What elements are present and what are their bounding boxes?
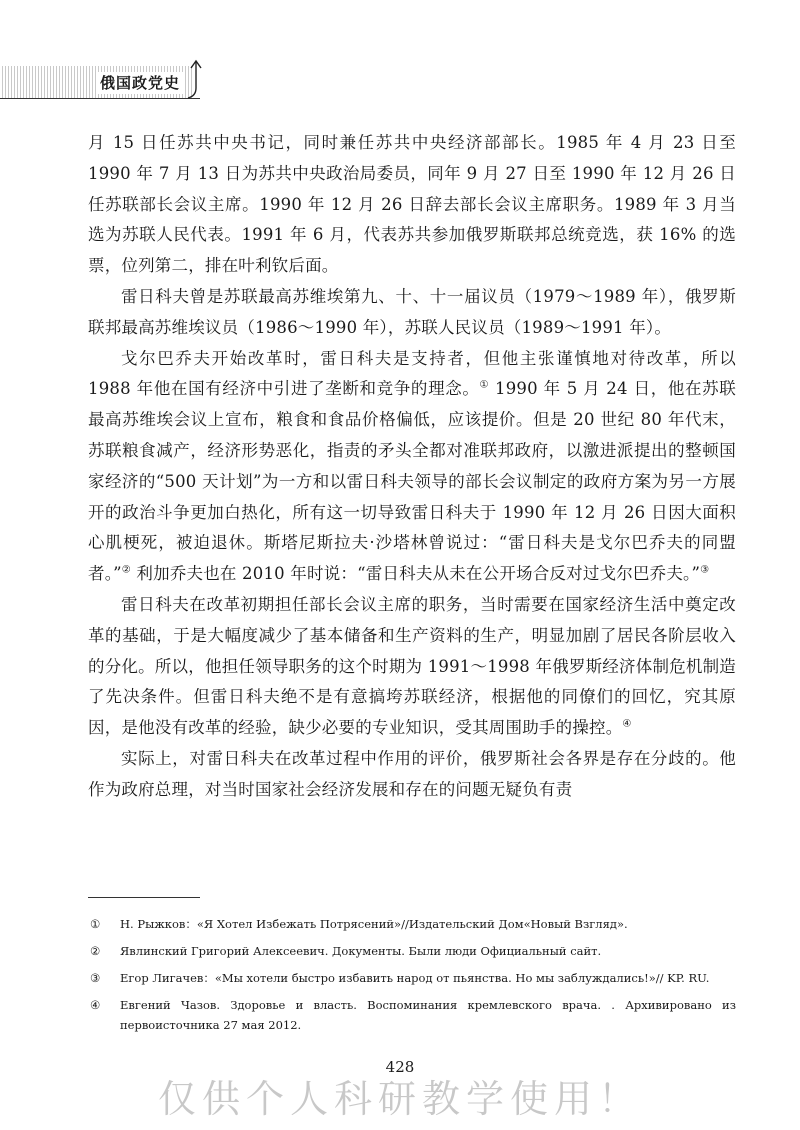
footnote-number: ① <box>90 917 101 931</box>
footnote <box>90 941 736 961</box>
footnote-ref[interactable]: ③ <box>700 564 710 576</box>
main-text <box>88 128 736 806</box>
paragraph-text: 雷日科夫在改革初期担任部长会议主席的职务，当时需要在国家经济生活中奠定改革的基础，于是大幅度减少了基本储备和生产资料的生产，明显加剧了居民各阶层收入的分化。所以，他担任领导职务的这个时期为 1991～1998 年俄罗斯经济体制危机制造了先决条件。但雷日科夫绝不是有意搞垮苏联经济，根据他的同僚们的回忆，究其原因，是他没有改革的经验，缺少必要的专业知识，受其周围助手的操控。 <box>88 594 736 738</box>
footnote-text: Евгений Чазов. Здоровье и власть. Воспоминания кремлевского врача. . Архивировано из первоисточника 27 мая 2012. <box>120 998 736 1032</box>
footnote-text: Явлинский Григорий Алексеевич. Документы. Были люди Официальный сайт. <box>120 944 602 958</box>
footnote <box>90 968 736 988</box>
paragraph <box>88 590 736 744</box>
footnote-ref[interactable]: ① <box>479 379 490 391</box>
paragraph: 实际上，对雷日科夫在改革过程中作用的评价，俄罗斯社会各界是存在分歧的。他作为政府总理，对当时国家社会经济发展和存在的问题无疑负有责 <box>88 748 736 799</box>
footnotes <box>90 914 736 1042</box>
paragraph <box>88 344 736 590</box>
page-number: 428 <box>385 1058 415 1076</box>
paragraph-text: 戈尔巴乔夫开始改革时，雷日科夫是支持者，但他主张谨慎地对待改革，所以 1988 年他在国有经济中引进了垄断和竞争的理念。 <box>88 348 736 399</box>
footnote-text: Егор Лигачев：«Мы хотели быстро избавить народ от пьянства. Но мы заблуждались!»// KP. RU. <box>120 971 710 985</box>
footnote <box>90 995 736 1035</box>
paragraph-text: 1990 年 5 月 24 日，他在苏联最高苏维埃会议上宣布，粮食和食品价格偏低，应该提价。但是 20 世纪 80 年代末，苏联粮食减产，经济形势恶化，指责的矛头全都对准联邦政府，以激进派提出的整顿国家经济的“500 天计划”为一方和以雷日科夫领导的部长会议制定的政府方案为另一方展开的政治斗争更加白热化，所有这一切导致雷日科夫于 1990 年 12 月 26 日因大面积心肌梗死，被迫退休。斯塔尼斯拉夫·沙塔林曾说过：“雷日科夫是戈尔巴乔夫的同盟者。” <box>88 379 736 584</box>
footnote-ref[interactable]: ② <box>121 564 131 576</box>
footnote-number: ② <box>90 944 101 958</box>
footnote-number: ④ <box>90 998 101 1012</box>
header-rule <box>0 98 200 99</box>
arrow-up-icon <box>182 58 206 102</box>
footnote-number: ③ <box>90 971 101 985</box>
paragraph: 雷日科夫曾是苏联最高苏维埃第九、十、十一届议员（1979～1989 年），俄罗斯联邦最高苏维埃议员（1986～1990 年），苏联人民议员（1989～1991 年）。 <box>88 286 736 337</box>
running-header-title: 俄国政党史 <box>96 72 184 94</box>
paragraph-text: 利加乔夫也在 2010 年时说：“雷日科夫从未在公开场合反对过戈尔巴乔夫。” <box>130 564 701 584</box>
footnote-text: Н. Рыжков：«Я Хотел Избежать Потрясений»//Издательский Дом«Новый Взгляд». <box>120 917 628 931</box>
footnote-separator <box>88 897 200 898</box>
footnote <box>90 914 736 934</box>
footnote-ref[interactable]: ④ <box>622 718 632 730</box>
paragraph: 月 15 日任苏共中央书记，同时兼任苏共中央经济部部长。1985 年 4 月 23 日至 1990 年 7 月 13 日为苏共中央政治局委员，同年 9 月 27 日至 1990 年 12 月 26 日任苏联部长会议主席。1990 年 12 月 26 日辞去部长会议主席职务。1989 年 3 月当选为苏联人民代表。1991 年 6 月，代表苏共参加俄罗斯联邦总统竞选，获 16% 的选票，位列第二，排在叶利钦后面。 <box>88 133 736 276</box>
watermark: 仅供个人科研教学使用！ <box>157 1077 642 1121</box>
